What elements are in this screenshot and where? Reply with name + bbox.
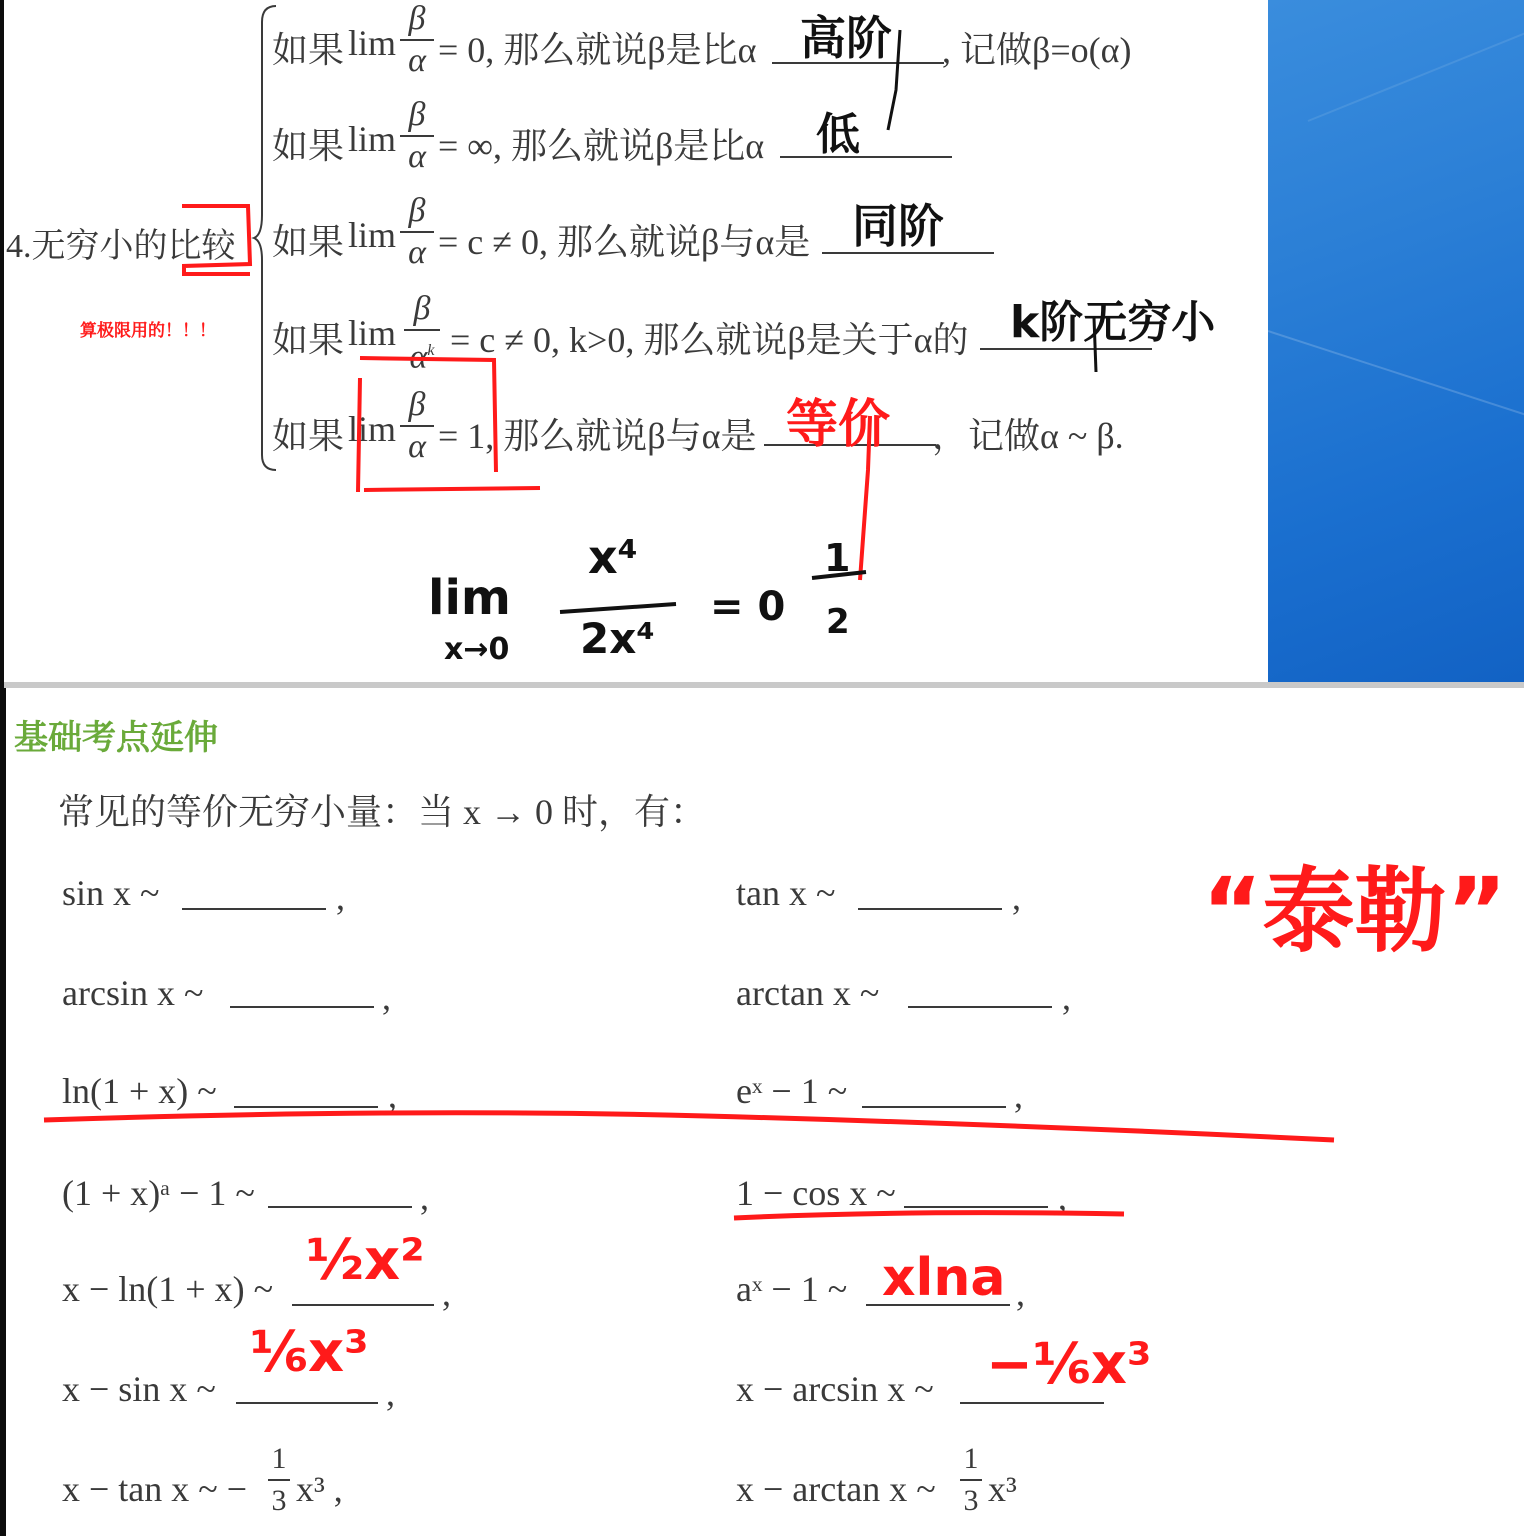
fraction-one-third: 1 3 bbox=[268, 1440, 290, 1520]
answer-blank bbox=[236, 1402, 378, 1404]
equiv-lhs: x − arcsin x ~ bbox=[736, 1369, 934, 1409]
section-label: 4.无穷小的比较 bbox=[6, 228, 236, 265]
handwritten-answer: 同阶 bbox=[852, 199, 944, 253]
equiv-lhs: x − tan x ~ − bbox=[62, 1469, 248, 1509]
handwritten-answer: 等价 bbox=[786, 395, 891, 455]
fraction-one-third: 1 3 bbox=[960, 1440, 982, 1520]
answer-blank bbox=[234, 1106, 378, 1108]
lim-text: lim bbox=[348, 215, 397, 255]
example-alt-denominator: 2 bbox=[826, 602, 850, 642]
lim-text: lim bbox=[348, 23, 397, 63]
section-heading: 基础考点延伸 bbox=[14, 720, 218, 757]
equiv-lhs: x − ln(1 + x) ~ bbox=[62, 1269, 274, 1309]
taylor-annotation: “泰勒” bbox=[1202, 858, 1507, 965]
example-denominator: 2x⁴ bbox=[580, 614, 655, 663]
handwritten-answer: k阶无穷小 bbox=[1010, 297, 1216, 348]
beta-over-alpha: β α bbox=[400, 192, 434, 272]
equiv-tail: , bbox=[1058, 1177, 1067, 1217]
answer-blank bbox=[780, 156, 952, 158]
equiv-tail: , bbox=[382, 977, 391, 1017]
example-limit-sub: x→0 bbox=[444, 632, 510, 667]
row-suffix: , 记做β=o(α) bbox=[942, 30, 1132, 70]
answer-blank bbox=[182, 908, 326, 910]
handwritten-answer: −⅙x³ bbox=[986, 1332, 1152, 1397]
equiv-lhs: ln(1 + x) ~ bbox=[62, 1071, 217, 1111]
equiv-lhs: aˣ − 1 ~ bbox=[736, 1269, 848, 1309]
handwritten-answer: xlna bbox=[882, 1248, 1006, 1308]
beta-over-alpha: β α bbox=[400, 386, 434, 466]
side-note: 算极限用的！！！ bbox=[80, 321, 216, 341]
answer-blank bbox=[904, 1206, 1048, 1208]
equiv-tail: , bbox=[442, 1273, 451, 1313]
row-rhs: = c ≠ 0, k>0, 那么就说β是关于α的 bbox=[450, 320, 969, 360]
intro-text: 常见的等价无穷小量：当 x → 0 时，有： bbox=[58, 792, 707, 832]
equiv-lhs: sin x ~ bbox=[62, 873, 160, 913]
equiv-tail: , bbox=[1014, 1075, 1023, 1115]
row-rhs: = c ≠ 0, 那么就说β与α是 bbox=[438, 222, 811, 262]
handwritten-answer: 高阶 bbox=[800, 11, 892, 65]
row-rhs: = ∞, 那么就说β是比α bbox=[438, 126, 765, 166]
equiv-tail: , bbox=[420, 1177, 429, 1217]
handwritten-answer: ⅙x³ bbox=[250, 1320, 369, 1385]
row-prefix: 如果 bbox=[272, 222, 345, 262]
equiv-lhs: x − arctan x ~ bbox=[736, 1469, 936, 1509]
answer-blank bbox=[292, 1304, 434, 1306]
handwritten-answer: 低 bbox=[816, 109, 860, 160]
row-rhs: = 1, 那么就说β与α是 bbox=[438, 416, 757, 456]
wallpaper-streak bbox=[1308, 23, 1524, 122]
desktop-background bbox=[1268, 0, 1524, 682]
example-lim: lim bbox=[428, 570, 511, 626]
answer-blank bbox=[960, 1402, 1104, 1404]
equiv-tail: , bbox=[1016, 1273, 1025, 1313]
equiv-tail: x³ , bbox=[296, 1469, 343, 1509]
wallpaper-streak bbox=[1268, 330, 1524, 425]
equiv-lhs: arcsin x ~ bbox=[62, 973, 204, 1013]
bottom-document-panel bbox=[6, 688, 1524, 1536]
equiv-tail: , bbox=[388, 1075, 397, 1115]
beta-over-alpha: β α bbox=[400, 0, 434, 80]
example-numerator: x⁴ bbox=[588, 530, 638, 584]
equiv-lhs: 1 − cos x ~ bbox=[736, 1173, 896, 1213]
equiv-lhs: (1 + x)ᵃ − 1 ~ bbox=[62, 1173, 255, 1213]
row-prefix: 如果 bbox=[272, 416, 345, 456]
equiv-tail: , bbox=[336, 877, 345, 917]
equiv-lhs: x − sin x ~ bbox=[62, 1369, 216, 1409]
row-prefix: 如果 bbox=[272, 30, 345, 70]
answer-blank bbox=[862, 1106, 1006, 1108]
row-prefix: 如果 bbox=[272, 126, 345, 166]
row-suffix: ，记做α ~ β. bbox=[932, 416, 1124, 456]
equiv-tail: , bbox=[386, 1373, 395, 1413]
equiv-tail: , bbox=[1062, 977, 1071, 1017]
beta-over-alpha: β α bbox=[400, 96, 434, 176]
handwritten-answer: ½x² bbox=[306, 1228, 425, 1293]
top-document-panel bbox=[4, 0, 1268, 682]
equiv-tail: x³ bbox=[988, 1469, 1017, 1509]
beta-over-alpha-k: β $\alpha^k$ bbox=[404, 290, 440, 376]
example-result: = 0 bbox=[710, 584, 786, 630]
equiv-lhs: tan x ~ bbox=[736, 873, 836, 913]
lim-text: lim bbox=[348, 119, 397, 159]
lim-text: lim bbox=[348, 313, 397, 353]
equiv-lhs: arctan x ~ bbox=[736, 973, 880, 1013]
equiv-tail: , bbox=[1012, 877, 1021, 917]
answer-blank bbox=[268, 1206, 412, 1208]
answer-blank bbox=[858, 908, 1002, 910]
row-rhs: = 0, 那么就说β是比α bbox=[438, 30, 757, 70]
answer-blank bbox=[908, 1006, 1052, 1008]
example-alt-numerator: 1 bbox=[824, 536, 851, 580]
row-prefix: 如果 bbox=[272, 320, 345, 360]
answer-blank bbox=[230, 1006, 374, 1008]
lim-text: lim bbox=[348, 409, 397, 449]
equiv-lhs: eˣ − 1 ~ bbox=[736, 1071, 848, 1111]
